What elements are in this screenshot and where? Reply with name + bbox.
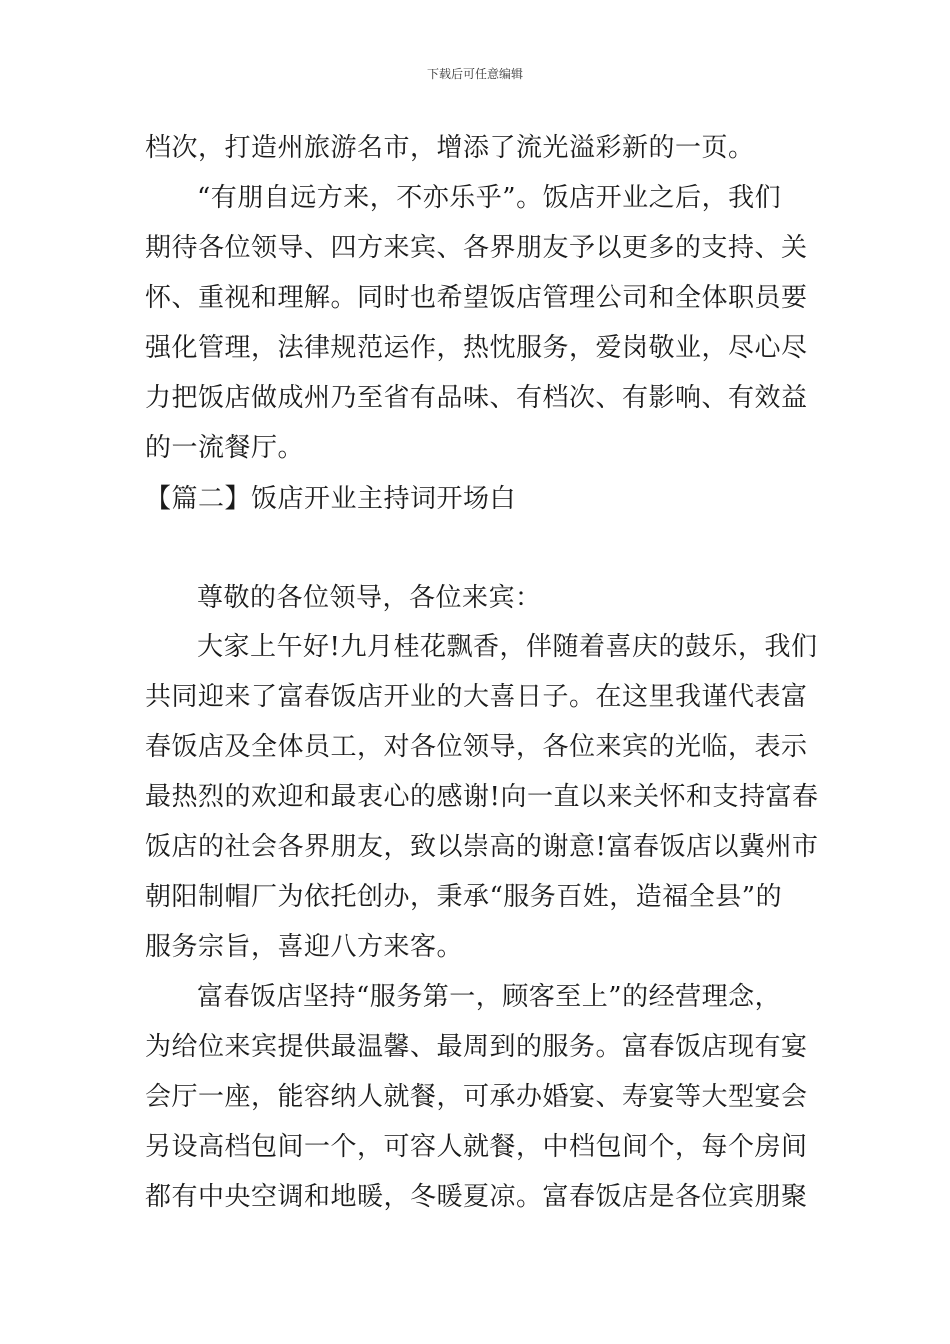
body-line: 强化管理，法律规范运作，热忱服务，爱岗敬业，尽心尽 — [145, 333, 808, 363]
body-line: 富春饭店坚持“服务第一，顾客至上”的经营理念， — [197, 982, 782, 1012]
body-line: 档次，打造州旅游名市，增添了流光溢彩新的一页。 — [145, 133, 755, 163]
body-line: 服务宗旨，喜迎八方来客。 — [145, 932, 464, 962]
body-line: 为给位来宾提供最温馨、最周到的服务。富春饭店现有宴 — [145, 1032, 808, 1062]
section-heading: 【篇二】饭店开业主持词开场白 — [145, 484, 517, 514]
body-line: 春饭店及全体员工，对各位领导，各位来宾的光临，表示 — [145, 732, 808, 762]
body-line: 的一流餐厅。 — [145, 433, 305, 463]
body-line: 会厅一座，能容纳人就餐，可承办婚宴、寿宴等大型宴会 — [145, 1082, 808, 1112]
page-header: 下载后可任意编辑 — [426, 67, 523, 81]
salutation: 尊敬的各位领导，各位来宾： — [197, 583, 542, 613]
body-line: 大家上午好!九月桂花飘香，伴随着喜庆的鼓乐，我们 — [197, 632, 818, 662]
body-line: 都有中央空调和地暖，冬暖夏凉。富春饭店是各位宾朋聚 — [145, 1182, 808, 1212]
body-line: 力把饭店做成州乃至省有品味、有档次、有影响、有效益 — [145, 383, 808, 413]
body-line: 怀、重视和理解。同时也希望饭店管理公司和全体职员要 — [145, 283, 808, 313]
body-line: “有朋自远方来，不亦乐乎”。饭店开业之后，我们 — [197, 183, 782, 213]
body-line: 饭店的社会各界朋友，致以崇高的谢意!富春饭店以冀州市 — [145, 832, 819, 862]
body-line: 共同迎来了富春饭店开业的大喜日子。在这里我谨代表富 — [145, 682, 808, 712]
body-line: 另设高档包间一个，可容人就餐，中档包间个，每个房间 — [145, 1132, 808, 1162]
body-line: 最热烈的欢迎和最衷心的感谢!向一直以来关怀和支持富春 — [145, 782, 819, 812]
body-line: 期待各位领导、四方来宾、各界朋友予以更多的支持、关 — [145, 233, 808, 263]
body-line: 朝阳制帽厂为依托创办，秉承“服务百姓，造福全县”的 — [145, 882, 783, 912]
